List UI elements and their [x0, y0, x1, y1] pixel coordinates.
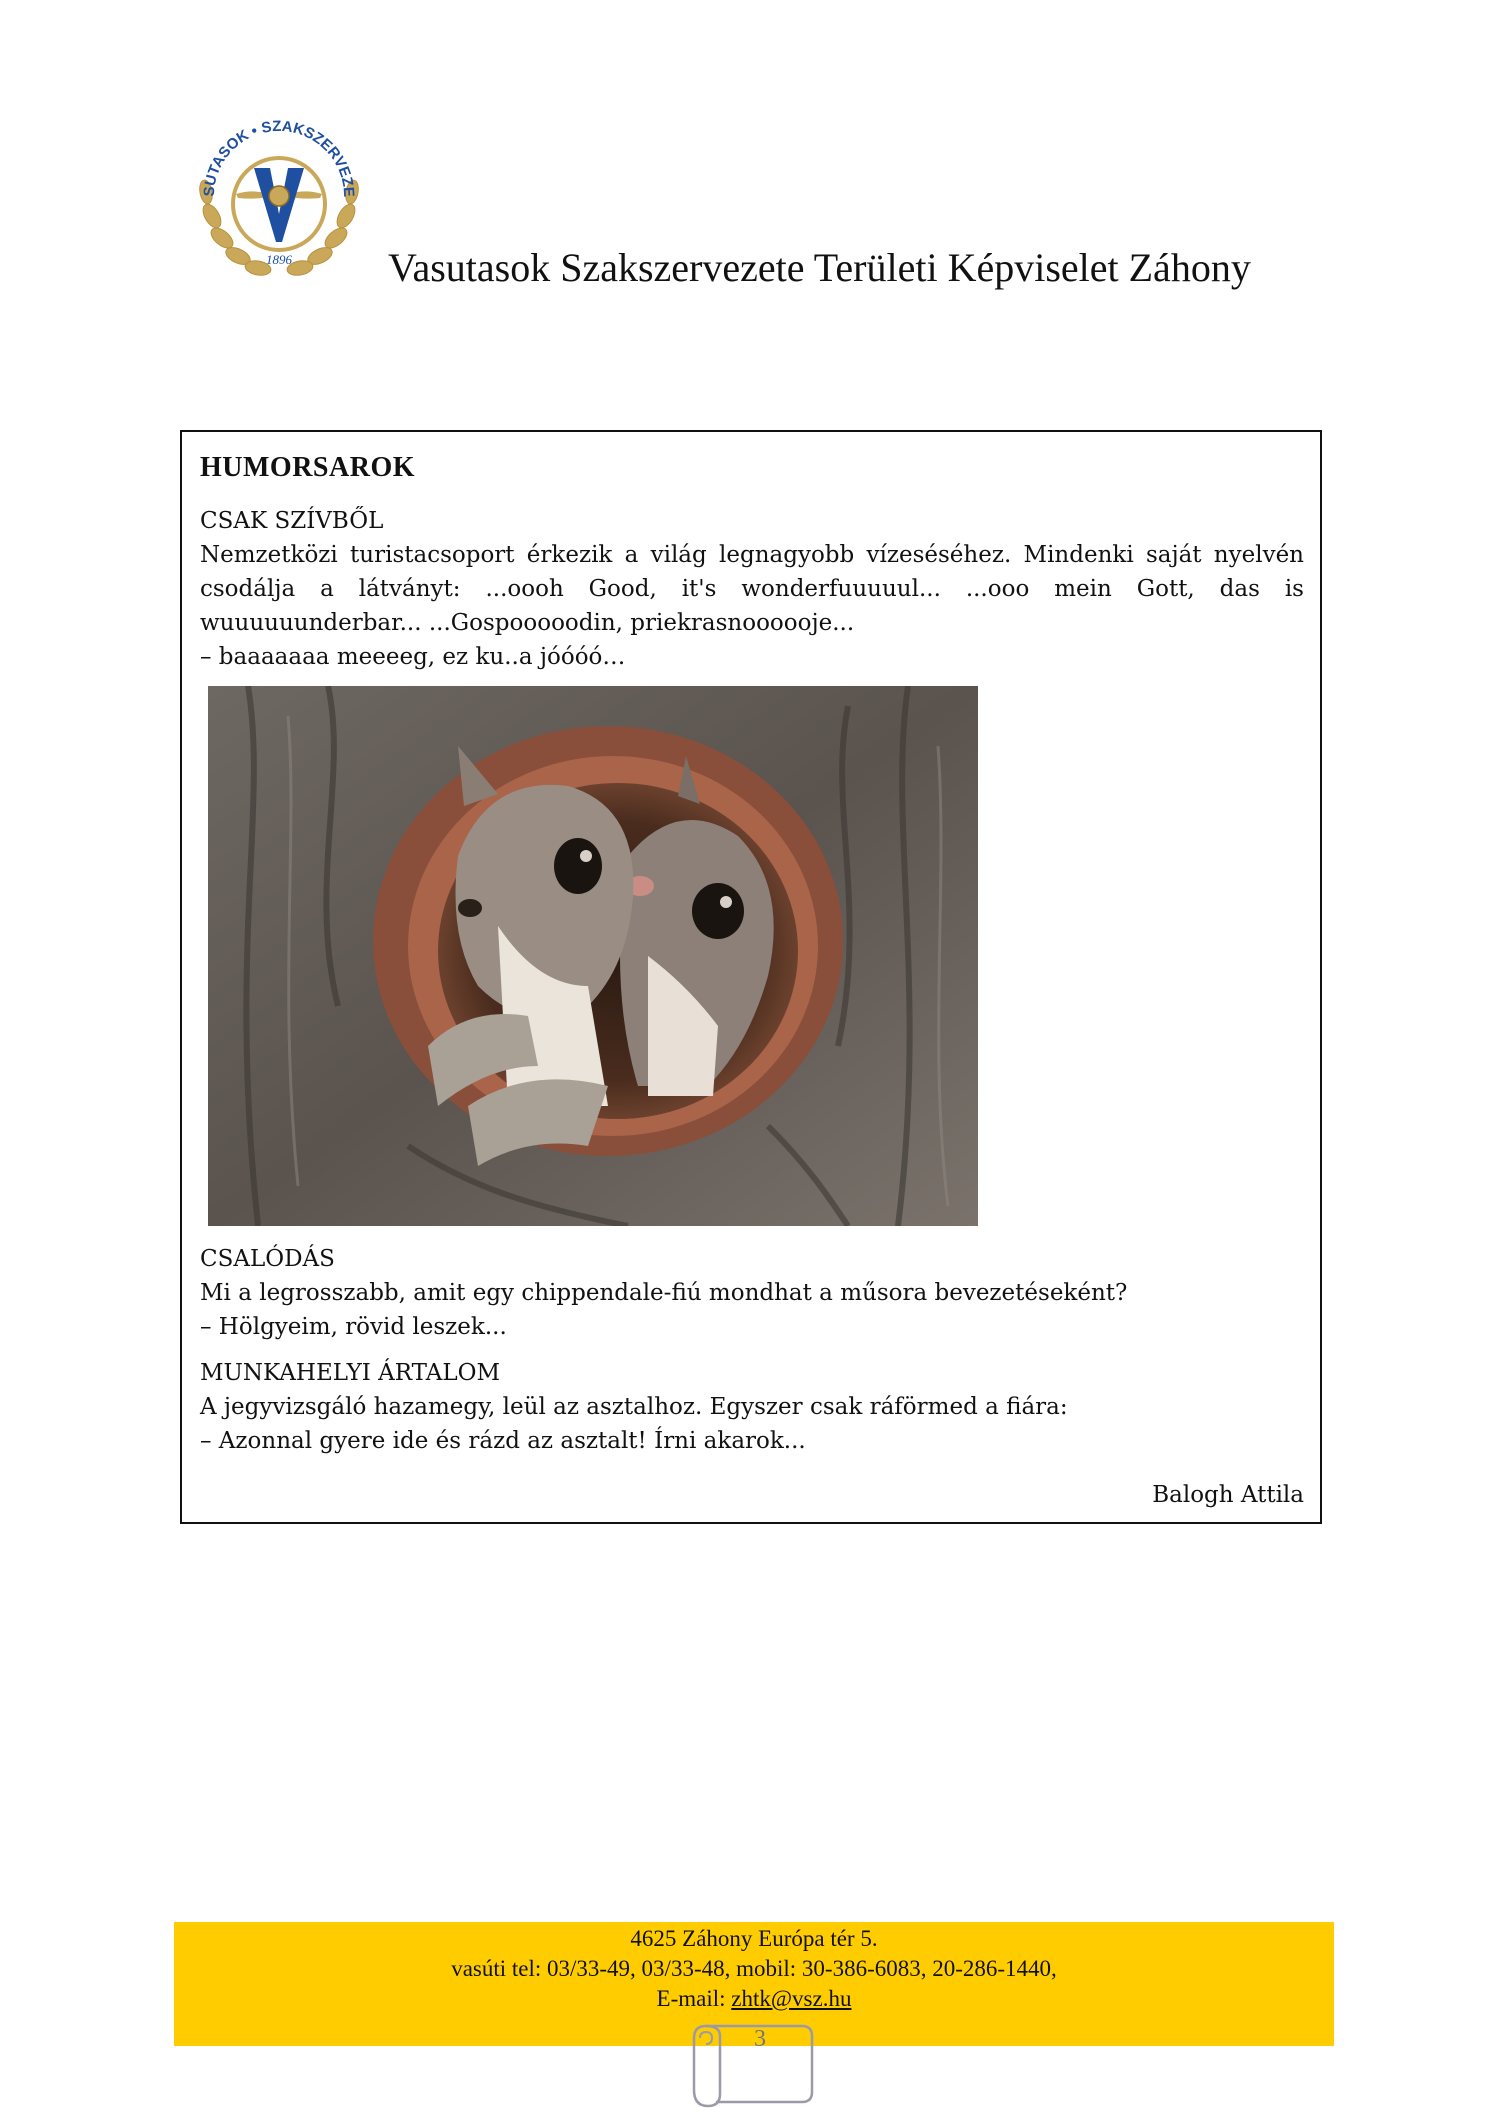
joke-title-3: MUNKAHELYI ÁRTALOM [200, 1360, 501, 1386]
humor-corner-box [180, 430, 1322, 1524]
joke-text-1: Nemzetközi turistacsoport érkezik a világ legnagyobb vízeséséhez. Mindenki saját nyelvén csodálja a látványt: ...oooh Good, it's wonderfuuuuul... ...ooo mein Gott, das is wuuuuuunderbar... ...Gospooooodin, priekrasnoooooje... [200, 542, 1304, 636]
footer-address: 4625 Záhony Európa tér 5. [630, 1926, 878, 1951]
section-heading: HUMORSAROK [200, 452, 415, 483]
author-signature: Balogh Attila [1152, 1482, 1304, 1508]
union-logo [186, 96, 372, 282]
joke-title-1: CSAK SZÍVBŐL [200, 508, 384, 534]
footer-phones: vasúti tel: 03/33-49, 03/33-48, mobil: 30-386-6083, 20-286-1440, [451, 1956, 1057, 1981]
joke-punchline-1: – baaaaaaa meeeeg, ez ku..a jóóóó… [200, 644, 626, 670]
logo-year: 1896 [266, 252, 292, 267]
organization-title: Vasutasok Szakszervezete Területi Képviselet Záhony [388, 245, 1251, 290]
footer-email-label: E-mail: [656, 1986, 732, 2011]
footer-email-link[interactable]: zhtk@vsz.hu [731, 1986, 852, 2011]
joke-title-2: CSALÓDÁS [200, 1246, 335, 1272]
joke-text-3: A jegyvizsgáló hazamegy, leül az asztalhoz. Egyszer csak ráförmed a fiára: [200, 1394, 1068, 1420]
joke-punchline-3: – Azonnal gyere ide és rázd az asztalt! Írni akarok... [200, 1428, 806, 1454]
squirrels-photo [208, 686, 978, 1226]
page-number: 3 [754, 2026, 766, 2052]
joke-text-2: Mi a legrosszabb, amit egy chippendale-fiú mondhat a műsora bevezetéseként? [200, 1280, 1128, 1306]
logo-arc-text: SUTASOK • SZAKSZERVEZE [200, 117, 358, 198]
joke-punchline-2: – Hölgyeim, rövid leszek... [200, 1314, 507, 1340]
footer-email-line [174, 1984, 1334, 2014]
